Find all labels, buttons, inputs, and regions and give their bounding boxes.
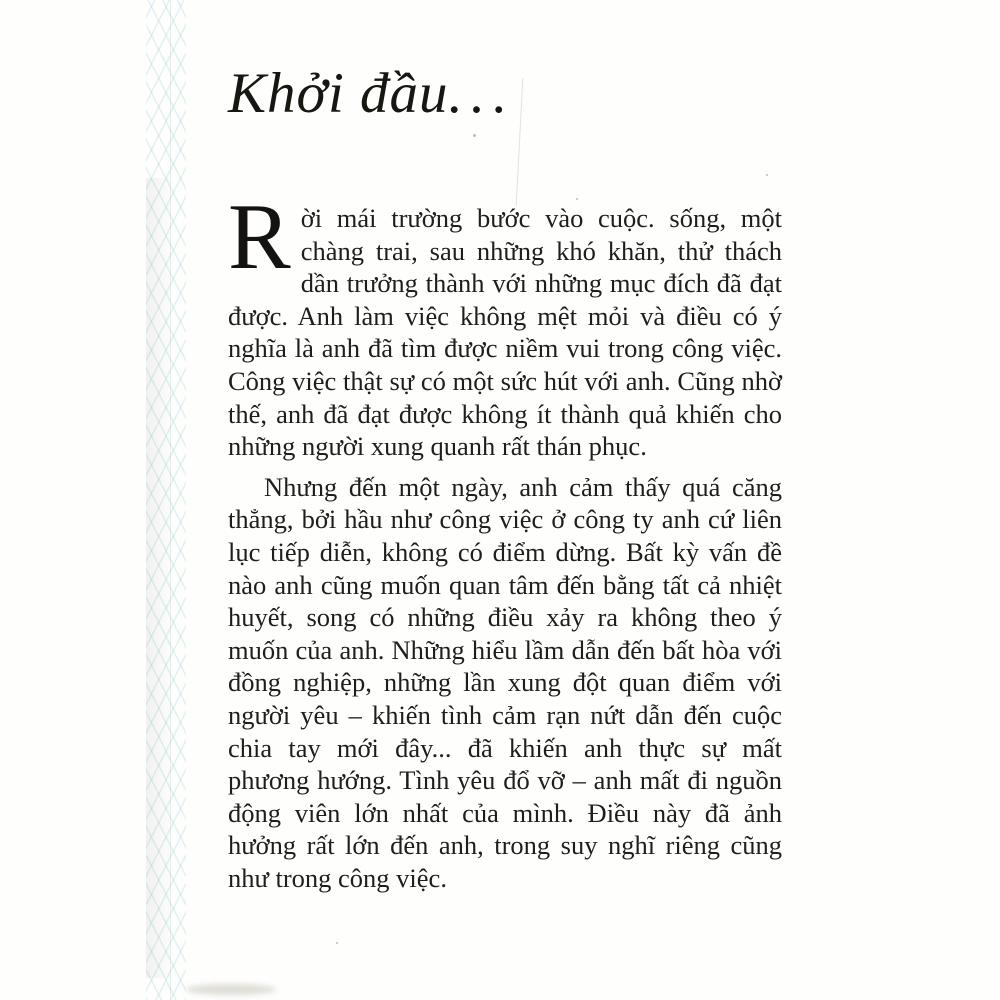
page-content xyxy=(228,58,782,894)
chapter-title xyxy=(228,58,782,130)
paragraph-2-text: Nhưng đến một ngày, anh cảm thấy quá căng thẳng, bởi hầu như công việc ở công ty anh cứ liên lục tiếp diễn, không có điểm dừng. Bất kỳ vấn đề nào anh cũng muốn quan tâm đến bằng tất cả nhiệt huyết, song có những điều xảy ra không theo ý muốn của anh. Những hiểu lầm dẫn đến bất hòa với đồng nghiệp, những lần xung đột quan điểm với người yêu – khiến tình cảm rạn nứt dẫn đến cuộc chia tay mới đây... đã khiến anh thực sự mất phương hướng. Tình yêu đổ vỡ – anh mất đi nguồn động viên lớn nhất của mình. Điều này đã ảnh hưởng rất lớn đến anh, trong suy nghĩ riêng cũng như trong công việc. xyxy=(228,471,782,893)
paragraph-1 xyxy=(228,185,782,463)
scan-smudge xyxy=(186,984,276,995)
scan-speck xyxy=(336,942,338,944)
page-edge-line xyxy=(170,0,171,1000)
paragraph-2 xyxy=(228,471,782,895)
drop-cap: R xyxy=(228,185,291,289)
page-edge-shadow xyxy=(146,178,170,978)
chapter-title-ellipsis: ... xyxy=(448,62,516,125)
paragraph-1-text: ời mái trường bước vào cuộc. sống, một chàng trai, sau những khó khăn, thử thách dần trưởng thành với những mục đích đã đạt được. Anh làm việc không mệt mỏi và điều có ý nghĩa là anh đã tìm được niềm vui trong công việc. Công việc thật sự có một sức hút với anh. Cũng nhờ thế, anh đã đạt được không ít thành quả khiến cho những người xung quanh rất thán phục. xyxy=(228,203,782,462)
chapter-title-text: Khởi đầu xyxy=(228,62,449,125)
